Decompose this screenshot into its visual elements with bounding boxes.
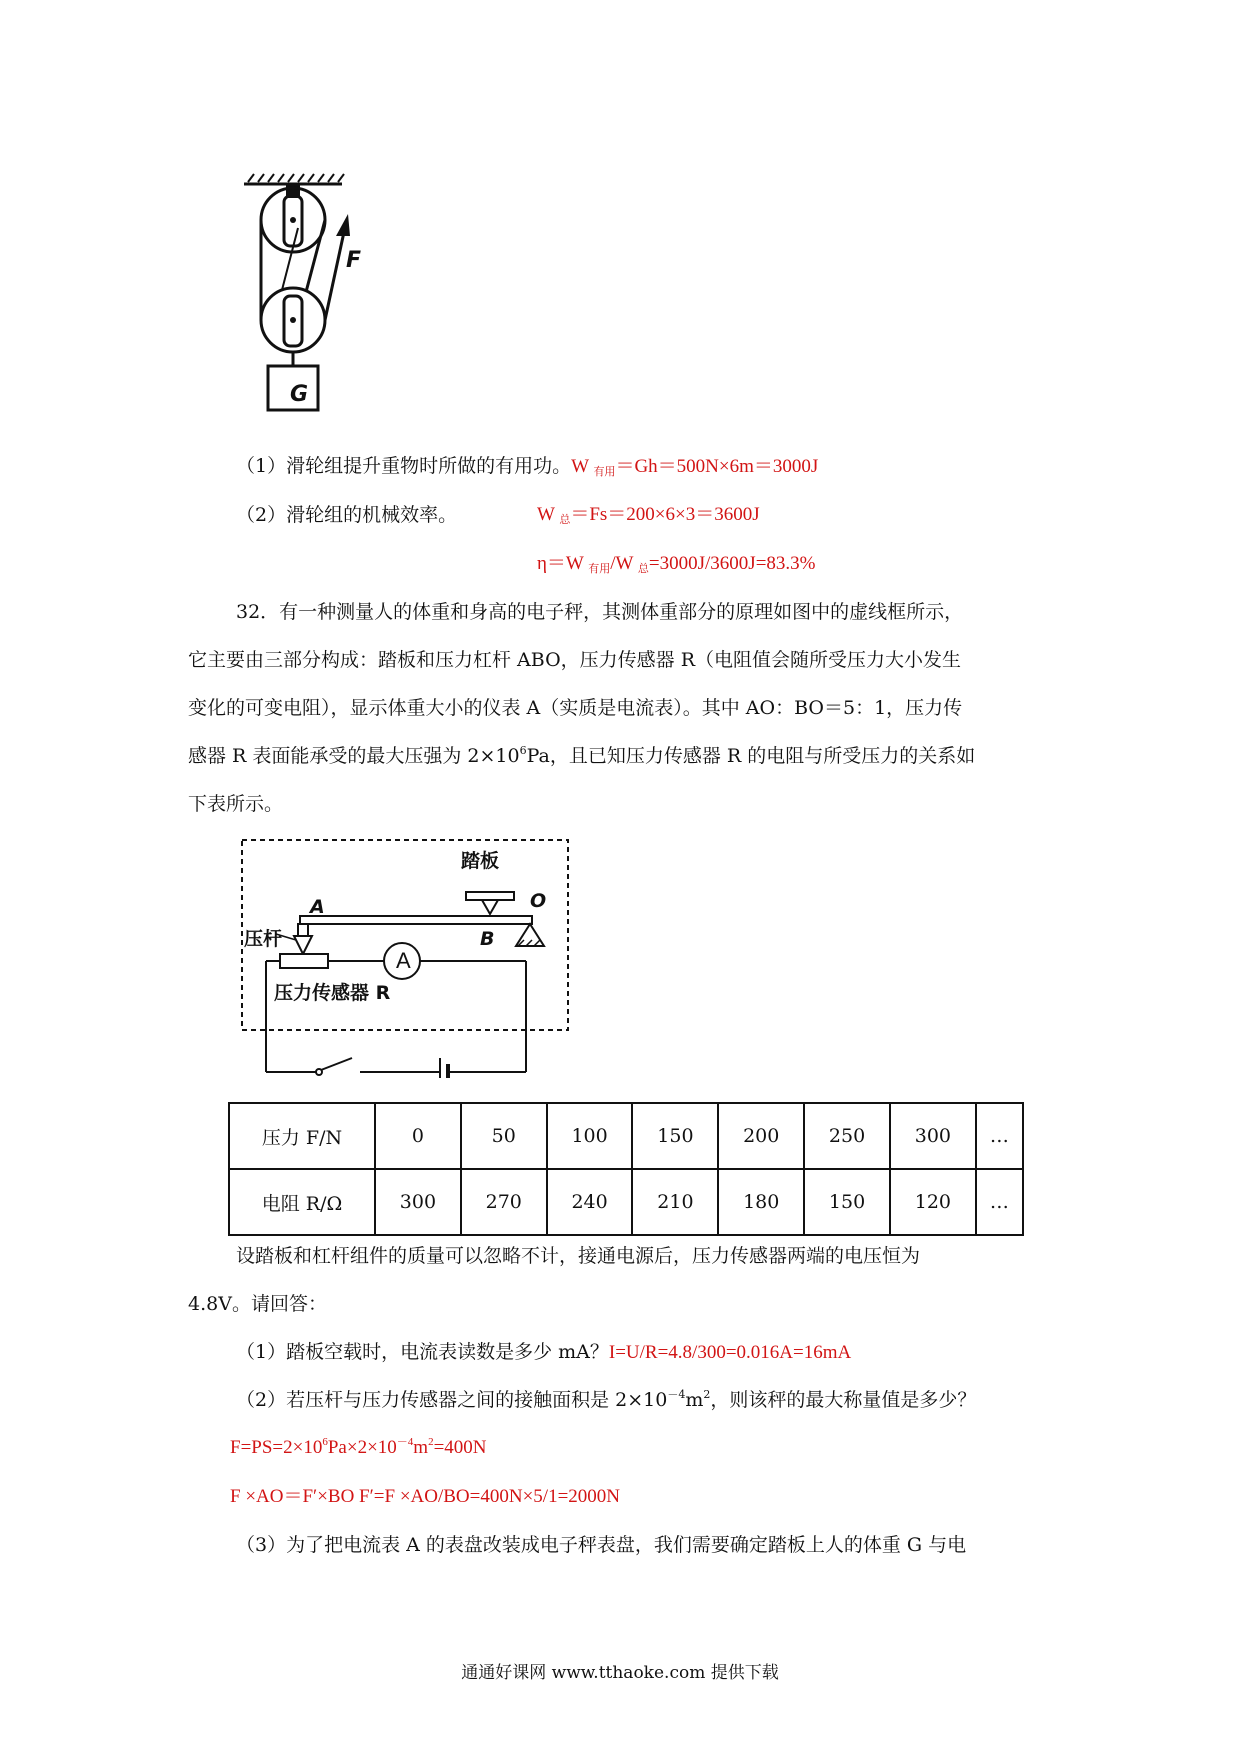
table-cell: 250: [804, 1103, 890, 1169]
q31-efficiency: η＝W 有用/W 总=3000J/3600J=83.3%: [537, 553, 816, 575]
point-o-label: O: [530, 890, 547, 912]
point-a-label: A: [310, 896, 325, 918]
table-cell: 270: [461, 1169, 547, 1235]
q32-sub3: （3）为了把电流表 A 的表盘改装成电子秤表盘，我们需要确定踏板上人的体重 G 与电: [236, 1534, 967, 1556]
q32-line1: 32．有一种测量人的体重和身高的电子秤，其测体重部分的原理如图中的虚线框所示，: [236, 601, 964, 623]
force-resistance-table: [228, 1102, 1024, 1236]
q32-after-line1: 设踏板和杠杆组件的质量可以忽略不计，接通电源后，压力传感器两端的电压恒为: [236, 1245, 921, 1267]
table-cell: 100: [547, 1103, 633, 1169]
q32-sub2-answer1: $F=PS=2\times 10^6Pa\times 2\times 10^{-4}m^2=400N$: [230, 1436, 487, 1458]
q32-sub2-answer2: F ×AO＝F′×BO F′=F ×AO/BO=400N×5/1=2000N: [230, 1486, 621, 1507]
table-row: [229, 1169, 1023, 1235]
table-cell: 120: [890, 1169, 976, 1235]
table-cell: 180: [718, 1169, 804, 1235]
q32-after-line2: 4.8V。请回答：: [188, 1293, 327, 1315]
table-cell: 50: [461, 1103, 547, 1169]
force-label: F: [346, 248, 362, 273]
q32-line2: 它主要由三部分构成：踏板和压力杠杆 ABO，压力传感器 R（电阻值会随所受压力大小发生: [188, 649, 961, 671]
point-b-label: B: [480, 928, 495, 950]
table-cell: …: [976, 1169, 1023, 1235]
q32-line5: 下表所示。: [188, 793, 284, 815]
table-cell: 0: [375, 1103, 461, 1169]
ammeter-label: A: [396, 948, 411, 973]
table-cell: 150: [632, 1103, 718, 1169]
q32-line4: 感器 R 表面能承受的最大压强为 $2\times 10^6Pa$，且已知压力传感器 R 的电阻与所受压力的关系如: [188, 744, 976, 767]
table-row: [229, 1103, 1023, 1169]
table-cell: 210: [632, 1169, 718, 1235]
table-header-force: 压力 F/N: [229, 1103, 375, 1169]
table-cell: 200: [718, 1103, 804, 1169]
q32-line3: 变化的可变电阻），显示体重大小的仪表 A（实质是电流表）。其中 AO：BO＝5：1，压力传: [188, 697, 963, 719]
press-rod-label: 压杆: [244, 928, 283, 950]
q32-sub1: （1）踏板空载时，电流表读数是多少 mA？I=U/R=4.8/300=0.016A=16mA: [236, 1341, 852, 1363]
q31-part1: （1）滑轮组提升重物时所做的有用功。W 有用＝Gh＝500N×6m＝3000J: [236, 455, 819, 478]
table-cell: 240: [547, 1169, 633, 1235]
pedal-label: 踏板: [461, 850, 500, 872]
table-cell: 300: [890, 1103, 976, 1169]
table-cell: …: [976, 1103, 1023, 1169]
q31-part2-answer: W 总＝Fs＝200×6×3＝3600J: [537, 504, 760, 526]
q32-sub2: （2）若压杆与压力传感器之间的接触面积是 $2\times 10^{-4}m^2$，则该秤的最大称量值是多少？: [236, 1388, 977, 1411]
table-cell: 300: [375, 1169, 461, 1235]
sensor-label: 压力传感器 R: [274, 982, 391, 1004]
q31-part2: （2）滑轮组的机械效率。: [236, 504, 458, 526]
weight-label: G: [290, 382, 309, 407]
page-footer: 通通好课网 www.tthaoke.com 提供下载: [461, 1663, 779, 1683]
table-header-resistance: 电阻 R/Ω: [229, 1169, 375, 1235]
table-cell: 150: [804, 1169, 890, 1235]
